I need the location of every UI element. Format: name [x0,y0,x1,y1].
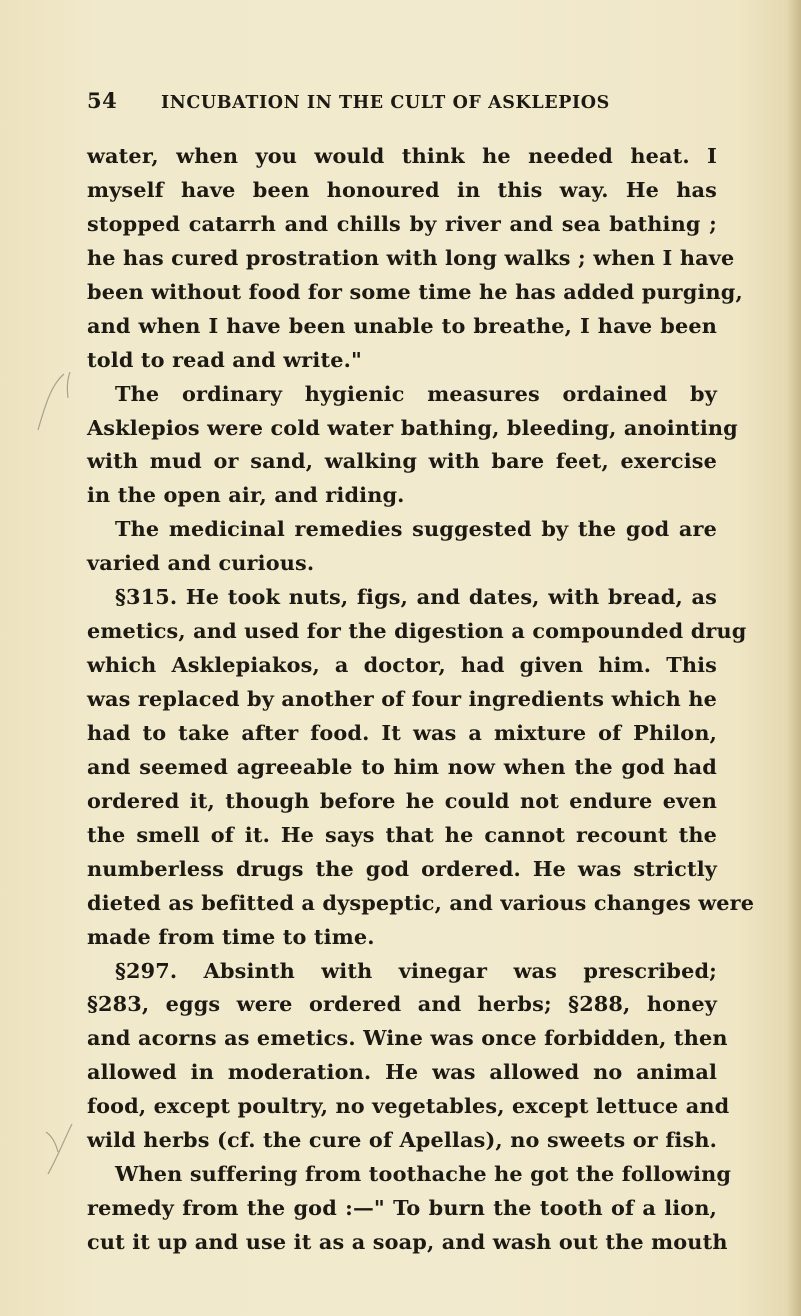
text-line: §283, eggs were ordered and herbs; §288, honey [87,991,717,1017]
pencil-margin-mark-lower [44,1122,74,1176]
text-line: made from time to time. [87,923,375,949]
page-number: 54 [87,88,118,113]
text-line: and when I have been unable to breathe, I have been [87,312,717,338]
text-line: The medicinal remedies suggested by the god are [115,516,717,542]
text-line: wild herbs (cf. the cure of Apellas), no sweets or fish. [87,1127,717,1153]
text-line: §315. He took nuts, figs, and dates, with bread, as [115,584,717,610]
text-line: had to take after food. It was a mixture of Philon, [87,719,717,745]
text-line: allowed in moderation. He was allowed no animal [87,1059,717,1085]
text-line: varied and curious. [87,550,315,576]
body-text [87,139,755,1259]
text-line: emetics, and used for the digestion a compounded drug [87,618,747,644]
text-line: the smell of it. He says that he cannot recount the [87,821,717,847]
text-line: food, except poultry, no vegetables, except lettuce and [87,1093,730,1119]
text-line: told to read and write." [87,346,362,372]
text-line: with mud or sand, walking with bare feet, exercise [87,448,717,474]
page-edge-shadow [787,0,801,1316]
text-line: Asklepios were cold water bathing, bleeding, anointing [87,414,738,440]
text-line: numberless drugs the god ordered. He was strictly [87,855,717,881]
text-line: §297. Absinth with vinegar was prescribed; [115,957,717,983]
text-line: remedy from the god :—" To burn the tooth of a lion, [87,1195,717,1221]
text-line: myself have been honoured in this way. He has [87,176,717,202]
text-line: ordered it, though before he could not endure even [87,787,717,813]
running-title: INCUBATION IN THE CULT OF ASKLEPIOS [161,93,610,113]
text-line: was replaced by another of four ingredients which he [87,686,717,711]
text-line: The ordinary hygienic measures ordained by [115,380,717,406]
text-line: water, when you would think he needed heat. I [87,143,717,168]
running-head [87,88,727,122]
text-line: When suffering from toothache he got the following [115,1161,732,1187]
text-line: and acorns as emetics. Wine was once forbidden, then [87,1025,728,1051]
text-line: in the open air, and riding. [87,482,405,508]
text-line: been without food for some time he has added purging, [87,278,743,304]
text-line: he has cured prostration with long walks ; when I have [87,244,735,270]
text-line: and seemed agreeable to him now when the god had [87,753,717,779]
text-line: cut it up and use it as a soap, and wash out the mouth [87,1229,728,1254]
text-line: which Asklepiakos, a doctor, had given him. This [87,652,717,678]
pencil-margin-mark-upper [34,372,74,432]
text-line: dieted as befitted a dyspeptic, and various changes were [87,889,755,915]
text-line: stopped catarrh and chills by river and sea bathing ; [87,210,717,236]
